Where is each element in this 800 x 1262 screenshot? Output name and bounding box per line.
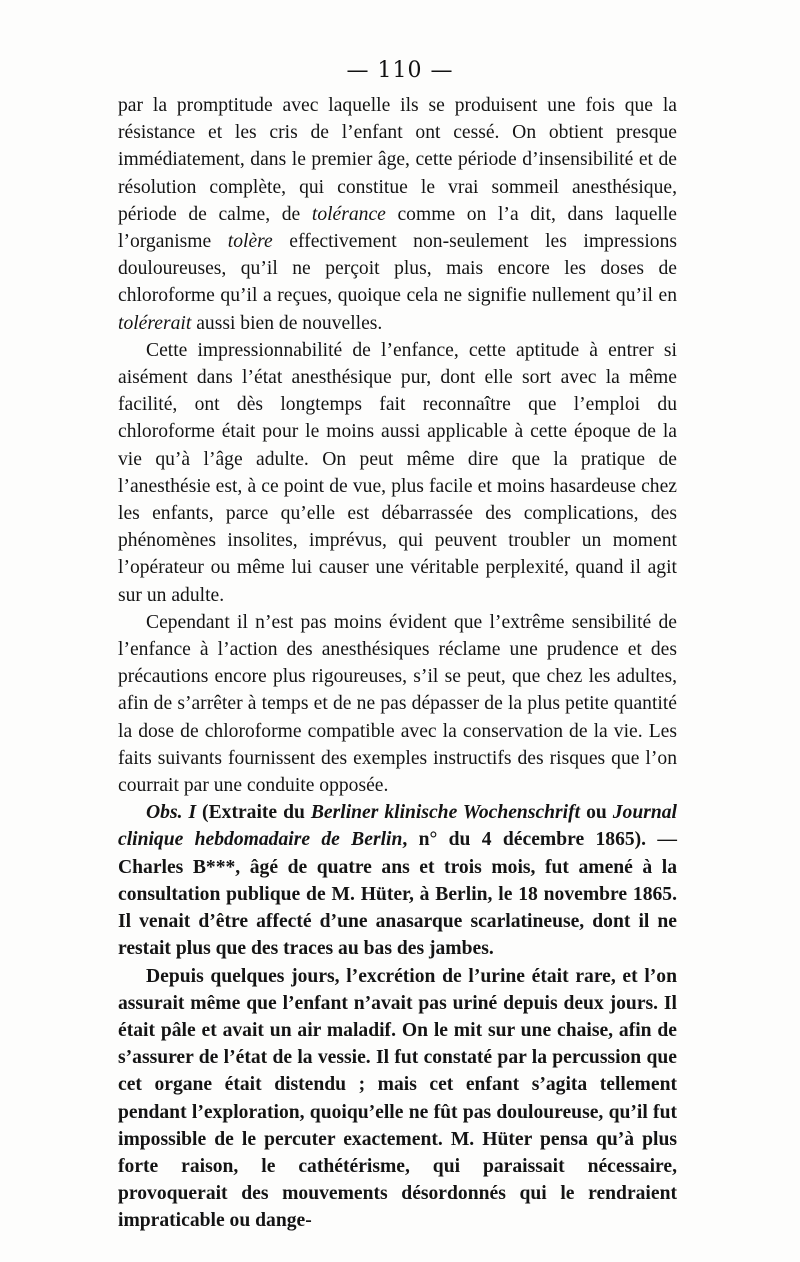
paragraph-4-text-c: , n° du 4 décembre 1865). — Charles B***, âgé de quatre ans et trois mois, fut amené à la consultation publique de M. Hüter, à Berlin, le 18 novembre 1865. Il venait d’être affecté d’une anasarque scarlatineuse, dont il ne restait plus que des traces au bas des jambes.: [118, 829, 678, 960]
paragraph-4-observation: [118, 799, 677, 962]
paragraph-1-text-b: comme on l’a dit, dans laquelle l’organisme: [118, 203, 677, 253]
italic-obs-label: Obs. I: [146, 802, 197, 824]
body-text: [118, 92, 677, 1235]
page-number: — 110 —: [346, 58, 454, 83]
paragraph-1-text-c: effectivement non-seulement les impressions douloureuses, qu’il ne perçoit plus, mais encore les doses de chloroforme qu’il a reçues, quoique cela ne signifie nullement qu’il en: [118, 231, 677, 307]
italic-journal-german: Berliner klinische Wochenschrift: [310, 802, 581, 824]
paragraph-1: [118, 92, 677, 337]
paragraph-1-text-d: aussi bien de nouvelles.: [191, 312, 383, 334]
italic-tolererait: tolérerait: [118, 312, 192, 334]
paragraph-1-text-a: par la promptitude avec laquelle ils se produisent une fois que la résistance et les cris de l’enfant ont cessé. On obtient presque immédiatement, dans le premier âge, cette période d’insensibilité et de résolution complète, qui constitue le vrai sommeil anesthésique, période de calme, de: [118, 95, 677, 225]
paragraph-2: Cette impressionnabilité de l’enfance, cette aptitude à entrer si aisément dans l’état anesthésique pur, dont elle sort avec la même facilité, ont dès longtemps fait reconnaître que l’emploi du chloroforme était pour le moins aussi applicable à cette époque de la vie qu’à l’âge adulte. On peut même dire que la pratique de l’anesthésie est, à ce point de vue, plus facile et moins hasardeuse chez les enfants, parce qu’elle est débarrassée des complications, des phénomènes insolites, imprévus, qui peuvent troubler un moment l’opérateur ou même lui causer une véritable perplexité, quand il agit sur un adulte.: [118, 339, 677, 606]
paragraph-4-text-a: (Extraite du: [196, 802, 311, 824]
paragraph-4-text-b: ou: [580, 802, 613, 824]
paragraph-5: Depuis quelques jours, l’excrétion de l’urine était rare, et l’on assurait même que l’enfant n’avait pas uriné depuis deux jours. Il était pâle et avait un air maladif. On le mit sur une chaise, afin de s’assurer de l’état de la vessie. Il fut constaté par la percussion que cet organe était distendu ; mais cet enfant s’agita tellement pendant l’exploration, quoiqu’elle ne fût pas douloureuse, qu’il fut impossible de le percuter exactement. M. Hüter pensa qu’à plus forte raison, le cathétérisme, qui paraissait nécessaire, provoquerait des mouvements désordonnés qui le rendraient impraticable ou dange-: [118, 965, 677, 1232]
italic-journal-french: Journal clinique hebdomadaire de Berlin: [118, 802, 677, 851]
italic-tolerance: tolérance: [311, 203, 386, 225]
italic-tolere: tolère: [227, 231, 273, 253]
paragraph-3: Cependant il n’est pas moins évident que l’extrême sensibilité de l’enfance à l’action des anesthésiques réclame une prudence et des précautions encore plus rigoureuses, s’il se peut, que chez les adultes, afin de s’arrêter à temps et de ne pas dépasser de la plus petite quantité la dose de chloroforme compatible avec la conservation de la vie. Les faits suivants fournissent des exemples instructifs des risques que l’on courrait par une conduite opposée.: [118, 611, 677, 797]
